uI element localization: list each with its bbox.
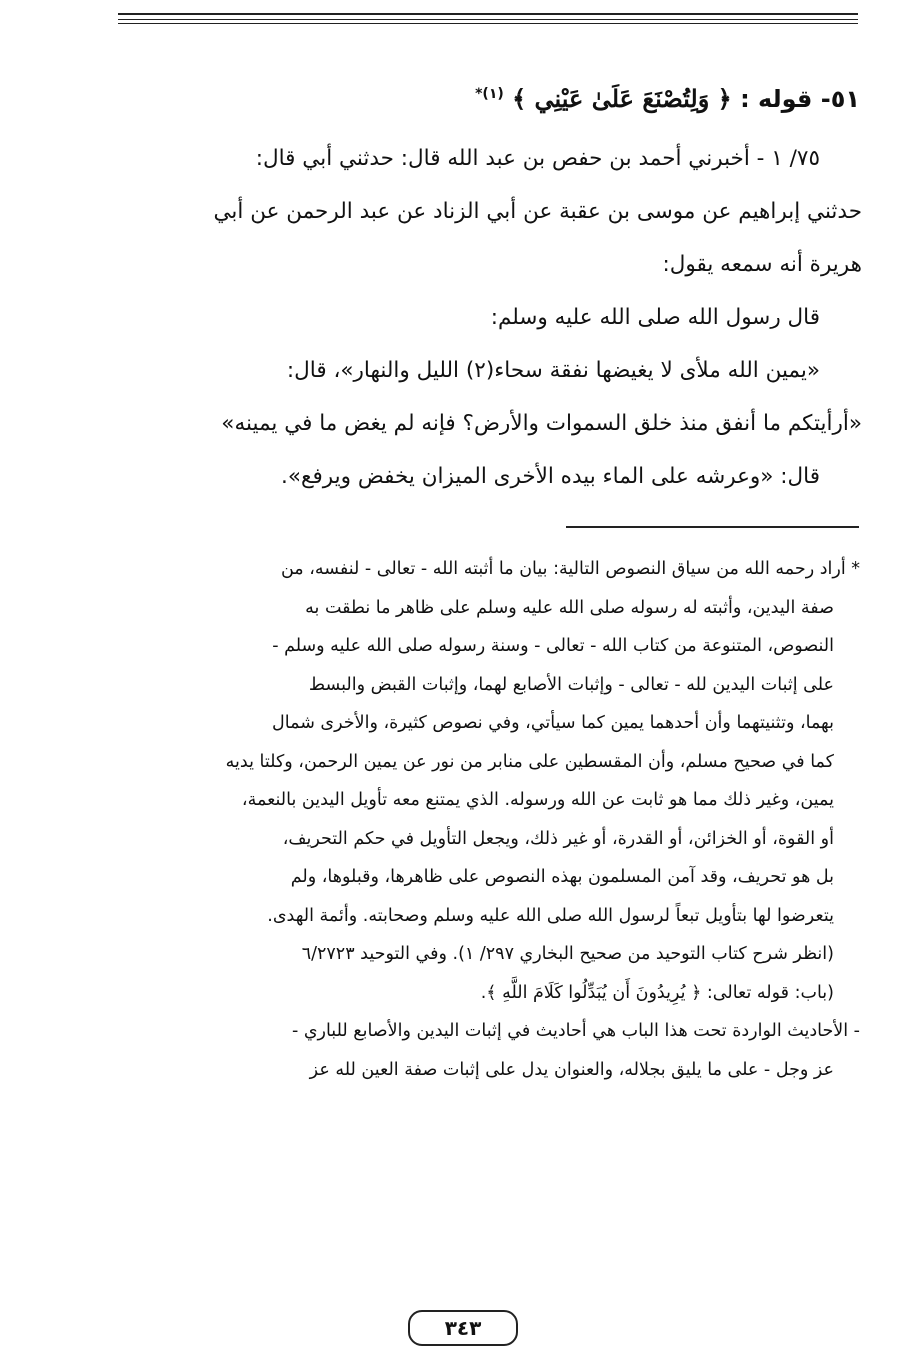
hadith-line: قال رسول الله صلى الله عليه وسلم:	[490, 305, 820, 330]
footnote-line: بل هو تحريف، وقد آمن المسلمون بهذه النصوص على ظاهرها، وقبلوها، ولم	[290, 867, 834, 887]
hadith-line: «يمين الله ملأى لا يغيضها نفقة سحاء(٢) الليل والنهار»، قال:	[286, 358, 820, 383]
footnote-line: عز وجل - على ما يليق بجلاله، والعنوان يدل على إثبات صفة العين لله عز	[309, 1059, 834, 1080]
footnote-line: كما في صحيح مسلم، وأن المقسطين على منابر من نور عن يمين الرحمن، وكلتا يديه	[225, 751, 834, 772]
footnote-line: (انظر شرح كتاب التوحيد من صحيح البخاري ٢٩٧/ ١). وفي التوحيد ٦/٢٧٢٣	[301, 944, 834, 964]
footnote-separator	[566, 526, 859, 528]
footnote-line: على إثبات اليدين لله - تعالى - وإثبات الأصابع لهما، وإثبات القبض والبسط	[308, 674, 834, 695]
hadith-line: هريرة أنه سمعه يقول:	[662, 252, 862, 277]
heading-footnote-ref: (١)*	[475, 86, 504, 102]
footnote-line: أو القوة، أو الخزائن، أو القدرة، أو غير ذلك، ويجعل التأويل في حكم التحريف،	[282, 828, 834, 849]
footnote-line: بهما، وتثنيتهما وأن أحدهما يمين كما سيأتي، وفي نصوص كثيرة، والأخرى شمال	[272, 713, 834, 733]
hadith-line: قال: «وعرشه على الماء بيده الأخرى الميزان يخفض ويرفع».	[281, 464, 820, 489]
heading-number: ٥١- قوله :	[740, 85, 860, 113]
footnote-line: - الأحاديث الواردة تحت هذا الباب هي أحاديث في إثبات اليدين والأصابع للباري -	[291, 1021, 860, 1041]
footnote-line: يتعرضوا لها بتأويل تبعاً لرسول الله صلى الله عليه وسلم وصحابته. وأئمة الهدى.	[267, 905, 834, 926]
hadith-line: «أرأيتكم ما أنفق منذ خلق السموات والأرض؟ فإنه لم يغض ما في يمينه»	[221, 411, 862, 436]
header-rule-medium	[118, 23, 858, 24]
page-number: ٣٤٣	[408, 1310, 518, 1346]
header-rule-thick	[118, 13, 858, 15]
heading-verse: ﴿ وَلِتُصْنَعَ عَلَىٰ عَيْنِي ﴾	[512, 84, 732, 113]
header-rule-thin	[118, 19, 858, 20]
hadith-text	[44, 132, 862, 503]
hadith-line: حدثني إبراهيم عن موسى بن عقبة عن أبي الزناد عن عبد الرحمن عن أبي	[213, 199, 862, 224]
hadith-line: ٧٥/ ١ - أخبرني أحمد بن حفص بن عبد الله قال: حدثني أبي قال:	[255, 146, 820, 171]
footnote-line: * أراد رحمه الله من سياق النصوص التالية: بيان ما أثبته الله - تعالى - لنفسه، من	[280, 559, 860, 579]
footnote-line: النصوص، المتنوعة من كتاب الله - تعالى - وسنة رسوله صلى الله عليه وسلم -	[272, 636, 834, 656]
section-heading	[40, 72, 860, 121]
footnote-line: يمين، وغير ذلك مما هو ثابت عن الله ورسوله. الذي يمتنع معه تأويل اليدين بالنعمة،	[241, 790, 834, 810]
footnote-text	[44, 550, 860, 1089]
footnote-line: (باب: قوله تعالى: ﴿ يُرِيدُونَ أَن يُبَدِّلُوا كَلَامَ اللَّهِ ﴾.	[480, 982, 834, 1003]
footnote-line: صفة اليدين، وأثبته له رسوله صلى الله عليه وسلم على ظاهر ما نطقت به	[305, 597, 834, 618]
